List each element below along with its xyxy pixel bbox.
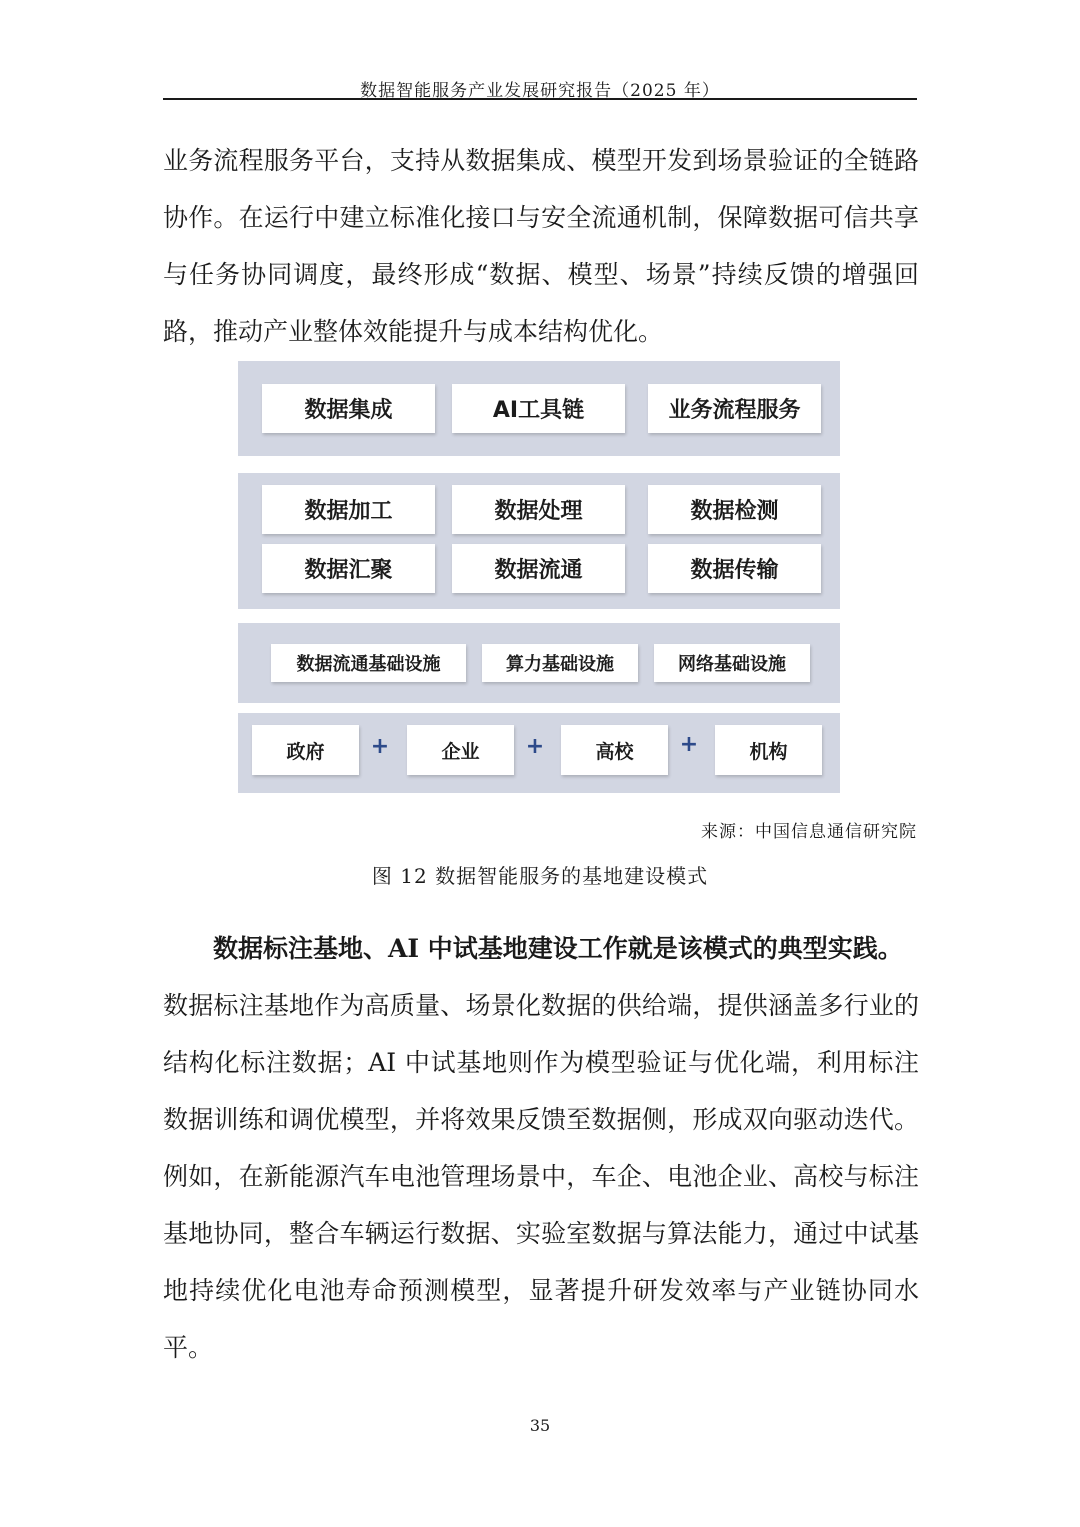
box-computing-infrastructure: 算力基础设施 xyxy=(482,644,638,682)
box-ai-toolchain: AI工具链 xyxy=(452,384,625,433)
box-data-handling: 数据处理 xyxy=(452,485,625,534)
plus-sign-3: + xyxy=(679,732,699,757)
figure-band-data-services xyxy=(238,473,840,609)
box-data-inspection: 数据检测 xyxy=(648,485,821,534)
figure-source: 来源：中国信息通信研究院 xyxy=(701,822,917,842)
box-enterprise: 企业 xyxy=(407,725,514,775)
box-data-processing: 数据加工 xyxy=(262,485,435,534)
figure-band-infrastructure xyxy=(238,623,840,703)
box-data-transmission: 数据传输 xyxy=(648,544,821,593)
paragraph-body-text: 数据标注基地作为高质量、场景化数据的供给端，提供涵盖多行业的结构化标注数据；AI 中试基地则作为模型验证与优化端，利用标注数据训练和调优模型，并将效果反馈至数据侧，形成双向驱动迭代。例如，在新能源汽车电池管理场景中，车企、电池企业、高校与标注基地协同，整合车辆运行数据、实验室数据与算法能力，通过中试基地持续优化电池寿命预测模型，显著提升研发效率与产业链协同水平。 xyxy=(163,991,919,1362)
figure-caption: 图 12 数据智能服务的基地建设模式 xyxy=(371,864,709,888)
paragraph-lead-sentence: 数据标注基地、AI 中试基地建设工作就是该模式的典型实践。 xyxy=(213,934,903,963)
box-business-process-service: 业务流程服务 xyxy=(648,384,821,433)
body-paragraph-2 xyxy=(163,920,919,1376)
box-network-infrastructure: 网络基础设施 xyxy=(654,644,810,682)
header-divider xyxy=(163,98,917,100)
box-data-integration: 数据集成 xyxy=(262,384,435,433)
page-number: 35 xyxy=(529,1416,551,1435)
figure-band-participants xyxy=(238,713,840,793)
box-data-circulation-infrastructure: 数据流通基础设施 xyxy=(271,644,466,682)
box-data-aggregation: 数据汇聚 xyxy=(262,544,435,593)
box-university: 高校 xyxy=(561,725,668,775)
box-government: 政府 xyxy=(252,725,359,775)
plus-sign-2: + xyxy=(525,734,545,759)
running-header: 数据智能服务产业发展研究报告（2025 年） xyxy=(360,81,720,101)
box-data-circulation: 数据流通 xyxy=(452,544,625,593)
body-paragraph-1: 业务流程服务平台，支持从数据集成、模型开发到场景验证的全链路协作。在运行中建立标准化接口与安全流通机制，保障数据可信共享与任务协同调度，最终形成“数据、模型、场景”持续反馈的增强回路，推动产业整体效能提升与成本结构优化。 xyxy=(163,146,919,346)
box-institution: 机构 xyxy=(715,725,822,775)
plus-sign-1: + xyxy=(370,734,390,759)
figure-band-applications xyxy=(238,361,840,456)
